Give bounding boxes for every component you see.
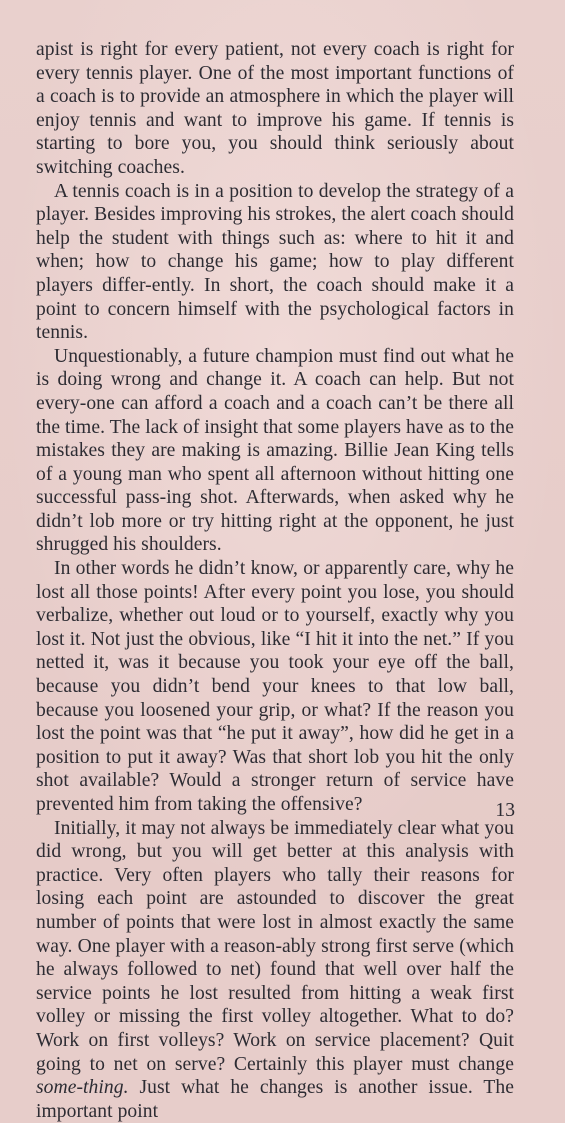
- paragraph: [36, 557, 514, 817]
- paragraph: [36, 345, 514, 557]
- paragraph-text: In other words he didn’t know, or apparently care, why he lost all those points! After every point you lose, you should verbalize, whether out loud or to yourself, exactly why you lost it. Not just the obvious, like “I hit it into the net.” If you netted it, was it because you took your eye off the ball, because you didn’t bend your knees to that low ball, because you loosened your grip, or what? If the reason you lost the point was that “he put it away”, how did he get in a position to put it away? Was that short lob you hit the only shot available? Would a stronger return of service have prevented him from taking the offensive?: [36, 558, 514, 815]
- page-number: 13: [495, 800, 515, 821]
- paragraph: [36, 817, 514, 1123]
- body-text: [36, 38, 514, 1123]
- paragraph-text: Unquestionably, a future champion must find out what he is doing wrong and change it. A coach can help. But not every-one can afford a coach and a coach can’t be there all the time. The lack of insight that some players have as to the mistakes they are making is amazing. Billie Jean King tells of a young man who spent all afternoon without hitting one successful pass-ing shot. Afterwards, when asked why he didn’t lob more or try hitting right at the opponent, he just shrugged his shoulders.: [36, 345, 514, 556]
- paragraph: [36, 38, 514, 180]
- paragraph-text: Just what he changes is another issue. The important point: [36, 1077, 514, 1122]
- paragraph-text: apist is right for every patient, not every coach is right for every tennis player. One of the most important functions of a coach is to provide an atmosphere in which the player will enjoy tennis and want to improve his game. If tennis is starting to bore you, you should think seriously about switching coaches.: [36, 39, 514, 178]
- paragraph-text: A tennis coach is in a position to develop the strategy of a player. Besides improving his strokes, the alert coach should help the student with things such as: where to hit it and when; how to change his game; how to play different players differ-ently. In short, the coach should make it a point to concern himself with the psychological factors in tennis.: [36, 180, 514, 344]
- paragraph-text: Initially, it may not always be immediately clear what you did wrong, but you will get better at this analysis with practice. Very often players who tally their reasons for losing each point are astounded to discover the great number of points that were lost in almost exactly the same way. One player with a reason-ably strong first serve (which he always followed to net) found that well over half the service points he lost resulted from hitting a weak first volley or missing the first volley altogether. What to do? Work on first volleys? Work on service placement? Quit going to net on serve? Certainly this player must change: [36, 817, 514, 1075]
- paragraph: [36, 180, 514, 345]
- italic-text: some-thing.: [36, 1077, 129, 1099]
